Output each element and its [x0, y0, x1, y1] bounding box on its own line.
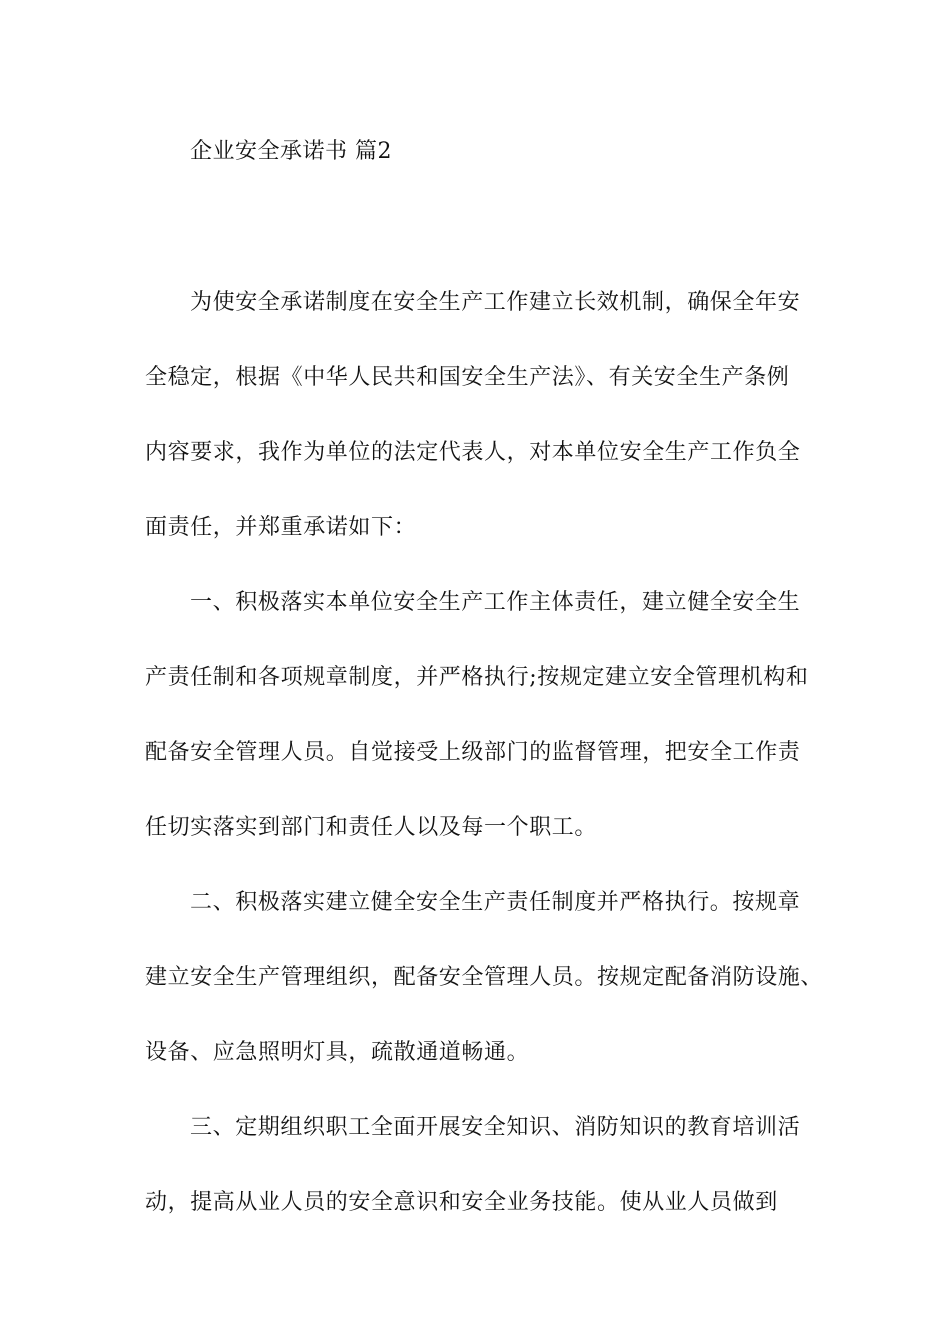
paragraph-4-line-1: 三、定期组织职工全面开展安全知识、消防知识的教育培训活 — [190, 1115, 801, 1140]
paragraph-2-line-3: 配备安全管理人员。自觉接受上级部门的监督管理，把安全工作责 — [145, 740, 801, 765]
paragraph-1-line-3: 内容要求，我作为单位的法定代表人，对本单位安全生产工作负全 — [145, 440, 801, 465]
paragraph-3-line-1: 二、积极落实建立健全安全生产责任制度并严格执行。按规章 — [190, 890, 801, 915]
paragraph-4-line-2: 动，提高从业人员的安全意识和安全业务技能。使从业人员做到 — [145, 1190, 778, 1215]
paragraph-2-line-2: 产责任制和各项规章制度，并严格执行;按规定建立安全管理机构和 — [145, 665, 809, 690]
document-title: 企业安全承诺书 篇2 — [190, 139, 392, 164]
paragraph-1-line-2: 全稳定，根据《中华人民共和国安全生产法》、有关安全生产条例 — [145, 365, 790, 390]
paragraph-1-line-1: 为使安全承诺制度在安全生产工作建立长效机制，确保全年安 — [190, 290, 801, 315]
paragraph-3-line-2: 建立安全生产管理组织，配备安全管理人员。按规定配备消防设施、 — [145, 965, 824, 990]
paragraph-2-line-4: 任切实落实到部门和责任人以及每一个职工。 — [145, 815, 598, 840]
paragraph-2-line-1: 一、积极落实本单位安全生产工作主体责任，建立健全安全生 — [190, 590, 801, 615]
paragraph-1-line-4: 面责任，并郑重承诺如下： — [145, 515, 417, 540]
paragraph-3-line-3: 设备、应急照明灯具，疏散通道畅通。 — [145, 1040, 530, 1065]
